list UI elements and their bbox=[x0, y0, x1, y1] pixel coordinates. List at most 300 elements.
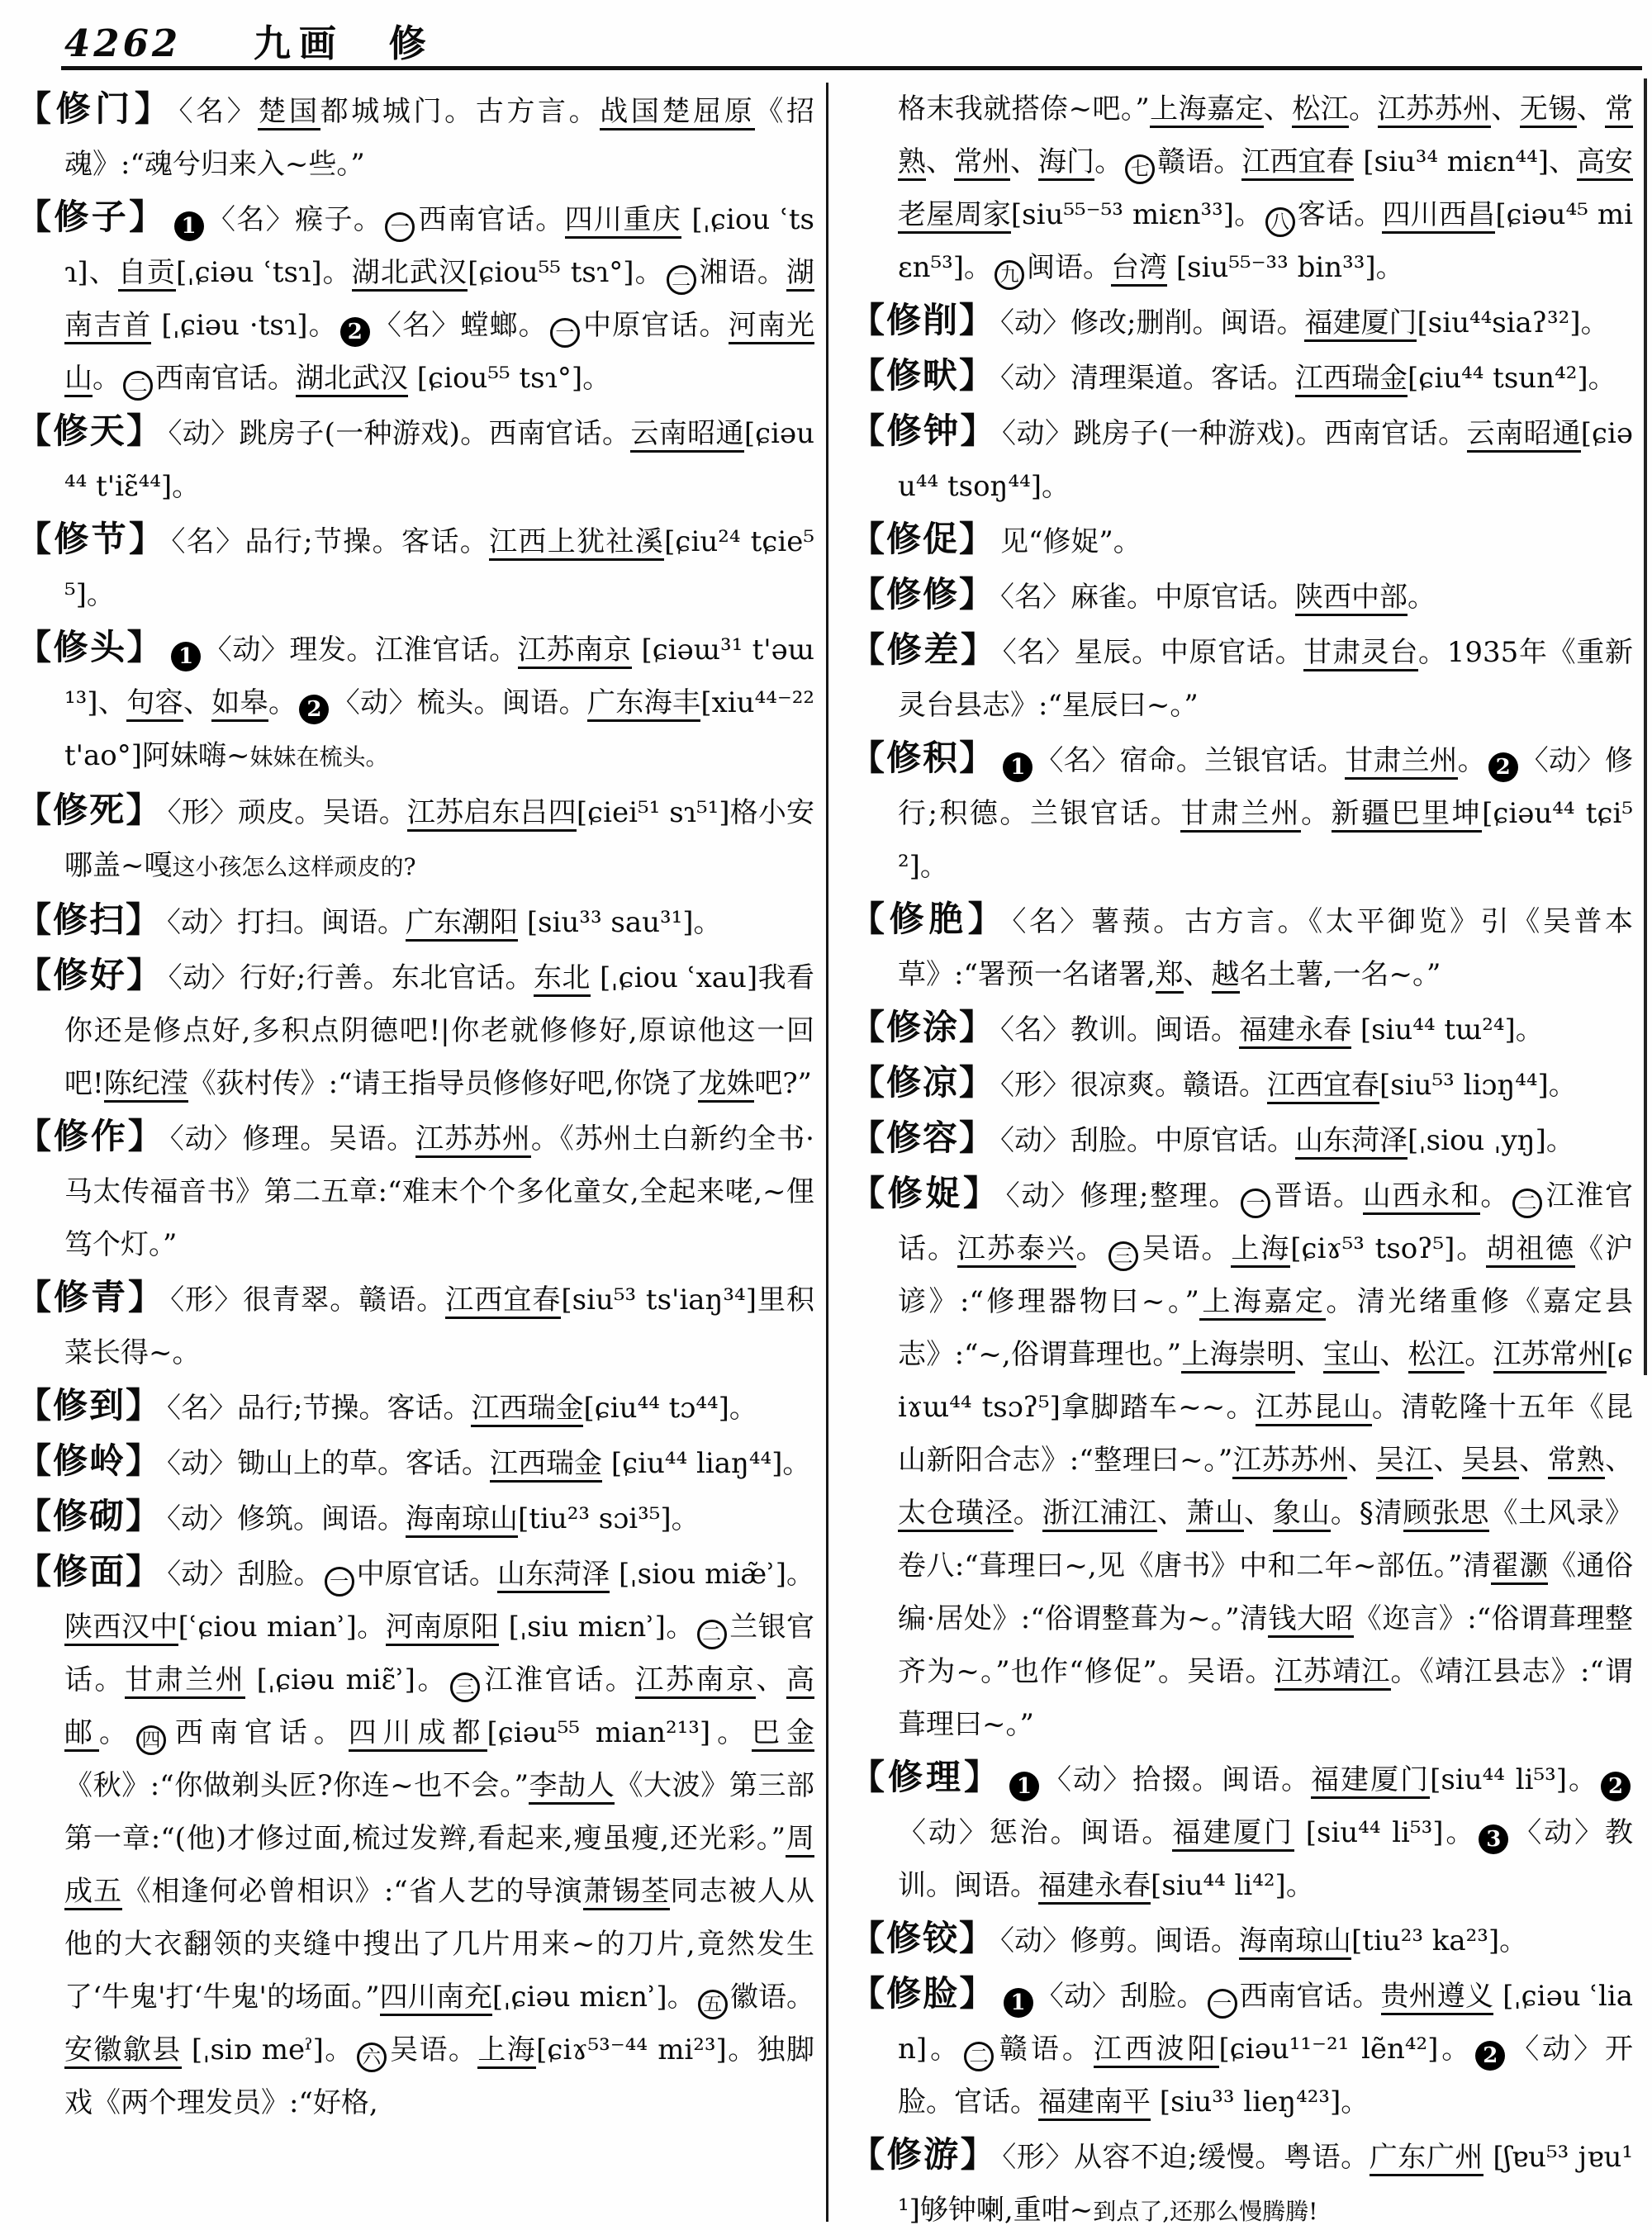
head-character: 修 bbox=[388, 21, 426, 65]
proper-noun: 钱大昭 bbox=[1268, 1602, 1353, 1638]
text-run: 西南官话。 bbox=[417, 203, 565, 236]
entry-修修 bbox=[850, 568, 1633, 624]
text-run: [ˌsiɒ meˀ]。 bbox=[181, 2033, 354, 2066]
proper-noun: 江苏靖江 bbox=[1275, 1655, 1391, 1691]
proper-noun: 山西永和 bbox=[1363, 1179, 1481, 1215]
proper-noun: 湖南吉首 bbox=[64, 256, 814, 344]
right-column bbox=[850, 83, 1633, 2230]
entry-headword: 【修死】 bbox=[17, 790, 163, 830]
text-run: 〈名〉薯蓣。古方言。《太平御览》引《吴普本草》:“署预一名诸署, bbox=[898, 905, 1633, 991]
proper-noun: 湖北武汉 bbox=[296, 362, 408, 397]
text-run: [siu⁴⁴ li⁵³]。 bbox=[1294, 1816, 1477, 1849]
text-run: 〈动〉拾掇。闽语。 bbox=[1042, 1763, 1312, 1796]
text-run: 、 bbox=[1347, 1444, 1377, 1477]
sense-number-icon: 2 bbox=[340, 317, 370, 347]
proper-noun: 自贡 bbox=[118, 256, 176, 292]
text-run: 、 bbox=[1244, 1497, 1273, 1530]
header-rule bbox=[61, 66, 1642, 70]
proper-noun: 福建厦门 bbox=[1311, 1763, 1430, 1799]
subsense-number-icon: 一 bbox=[385, 212, 415, 242]
subsense-number-icon: 一 bbox=[325, 1567, 354, 1597]
text-run: [siu⁴⁴ tɯ²⁴]。 bbox=[1351, 1013, 1544, 1046]
subsense-number-icon: 三 bbox=[1108, 1241, 1138, 1271]
text-run: 〈动〉打扫。闽语。 bbox=[167, 906, 406, 939]
entry-修面 bbox=[17, 1545, 814, 2129]
entry-修钟 bbox=[850, 405, 1633, 513]
proper-noun: 甘肃兰州 bbox=[1180, 797, 1301, 833]
proper-noun: 江西瑞金 bbox=[471, 1392, 583, 1427]
text-run: [siu³³ sau³¹]。 bbox=[518, 906, 722, 939]
text-run: [siu⁵³ liɔŋ⁴⁴]。 bbox=[1379, 1069, 1577, 1102]
text-run: [siu³⁴ miɛn⁴⁴]、 bbox=[1354, 145, 1578, 178]
entry-修容 bbox=[850, 1112, 1633, 1167]
proper-noun: 吴县 bbox=[1462, 1444, 1519, 1479]
proper-noun: 甘肃兰州 bbox=[1345, 744, 1457, 780]
sense-number-icon: 1 bbox=[1009, 1772, 1039, 1801]
text-run: 。 bbox=[1464, 1338, 1493, 1371]
text-run: 〈动〉修理。吴语。 bbox=[169, 1122, 416, 1155]
proper-noun: 海门 bbox=[1038, 145, 1094, 181]
text-run: [ˌɕiəu ʿtsɿ]。 bbox=[175, 256, 352, 289]
text-run: 湘语。 bbox=[698, 256, 787, 289]
proper-noun: 江西瑞金 bbox=[1295, 362, 1408, 397]
entry-修脸 bbox=[850, 1967, 1633, 2128]
subsense-number-icon: 五 bbox=[698, 1990, 728, 2019]
text-run: [ɕiu⁴⁴ liaŋ⁴⁴]。 bbox=[602, 1447, 811, 1480]
text-run: [ˌsiou miæ̃ʾ]。 bbox=[610, 1558, 814, 1591]
proper-noun: 浙江浦江 bbox=[1042, 1497, 1158, 1532]
proper-noun: 云南昭通 bbox=[630, 417, 743, 453]
text-run: 。 bbox=[1457, 744, 1486, 777]
entry-headword: 【修岭】 bbox=[17, 1440, 163, 1481]
gloss-text: 到点了,还那么慢腾腾! bbox=[1093, 2198, 1318, 2225]
entry-修理 bbox=[850, 1751, 1633, 1912]
text-run: 〈动〉惩治。闽语。 bbox=[898, 1816, 1173, 1849]
text-run: 西南官话。 bbox=[168, 1716, 349, 1749]
proper-noun: 江苏常州 bbox=[1493, 1338, 1607, 1374]
text-run: 〈动〉修剪。闽语。 bbox=[1000, 1924, 1240, 1957]
subsense-number-icon: 八 bbox=[1265, 207, 1295, 237]
entry-headword: 【修脸】 bbox=[850, 1973, 996, 2014]
entry-headword: 【修积】 bbox=[850, 738, 996, 778]
text-run: 〈形〉从容不迫;缓慢。粤语。 bbox=[1002, 2141, 1370, 2174]
entry-headword: 【修头】 bbox=[17, 627, 164, 667]
proper-noun: 广东潮阳 bbox=[406, 906, 518, 942]
proper-noun: 福建厦门 bbox=[1304, 306, 1417, 342]
proper-noun: 东北 bbox=[534, 961, 591, 997]
text-run: 、 bbox=[1157, 1497, 1187, 1530]
text-run: 〈名〉品行;节操。客话。 bbox=[171, 525, 490, 558]
entry-修死 bbox=[17, 784, 814, 894]
dictionary-body bbox=[0, 83, 1652, 2230]
text-run: [ɕiəu¹¹⁻²¹ lẽn⁴²]。 bbox=[1218, 2033, 1474, 2066]
text-run: 、 bbox=[756, 1663, 787, 1696]
text-run: 西南官话。 bbox=[155, 362, 296, 395]
text-run: 〈名〉 bbox=[178, 95, 259, 128]
text-run: 〈名〉宿命。兰银官话。 bbox=[1035, 744, 1346, 777]
text-run: 〈动〉刮脸。 bbox=[1035, 1980, 1205, 2013]
proper-noun: 松江 bbox=[1408, 1338, 1465, 1374]
proper-noun: 常州 bbox=[954, 145, 1010, 181]
stroke-section-label: 九画 bbox=[253, 21, 344, 65]
text-run: [tiu²³ sɔi³⁵]。 bbox=[518, 1502, 700, 1535]
text-run: 〈动〉修筑。闽语。 bbox=[167, 1502, 406, 1535]
text-run: [siu⁵⁵⁻³³ bin³³]。 bbox=[1167, 251, 1404, 284]
entry-continuation bbox=[850, 83, 1633, 294]
text-run: 江淮官话。 bbox=[482, 1663, 636, 1696]
text-run: 、 bbox=[1294, 1338, 1323, 1371]
proper-noun: 顾张思 bbox=[1403, 1497, 1490, 1532]
text-run: 吧?” bbox=[754, 1067, 812, 1100]
text-run: [ɕiu⁴⁴ tɔ⁴⁴]。 bbox=[583, 1392, 757, 1425]
proper-noun: 福建厦门 bbox=[1172, 1816, 1294, 1852]
proper-noun: 句容 bbox=[126, 686, 183, 722]
text-run: [ˌɕiəu ʿlian]。 bbox=[898, 1980, 1633, 2066]
text-run: 吴语。 bbox=[388, 2033, 478, 2066]
text-run: [tiu²³ ka²³]。 bbox=[1351, 1924, 1528, 1957]
text-run: [siu⁴⁴ li⁴²]。 bbox=[1151, 1869, 1314, 1902]
proper-noun: 李劼人 bbox=[529, 1769, 615, 1805]
entry-headword: 【修差】 bbox=[850, 629, 998, 670]
sense-number-icon: 1 bbox=[174, 211, 204, 241]
entry-headword: 【修子】 bbox=[17, 197, 167, 237]
text-run: [ˌɕiou ʿtsɿ]、 bbox=[64, 203, 814, 289]
proper-noun: 楚国 bbox=[258, 95, 320, 130]
page-header bbox=[64, 13, 426, 67]
entry-headword: 【修面】 bbox=[17, 1551, 163, 1592]
proper-noun: 江苏南京 bbox=[635, 1663, 756, 1699]
entry-headword: 【修铰】 bbox=[850, 1918, 996, 1958]
proper-noun: 郑 bbox=[1156, 958, 1184, 994]
entry-修节 bbox=[17, 513, 814, 621]
proper-noun: 上海 bbox=[1231, 1232, 1290, 1268]
text-run: 《土风录》卷八:“葺理曰~,见《唐书》中和二年~部伍。”清 bbox=[898, 1497, 1633, 1582]
proper-noun: 上海嘉定 bbox=[1199, 1285, 1327, 1321]
proper-noun: 越 bbox=[1212, 958, 1240, 994]
text-run: [ˌɕiəu ·tsɿ]。 bbox=[151, 309, 338, 342]
proper-noun: 山东菏泽 bbox=[497, 1558, 610, 1593]
text-run: [ɕiou⁵⁵ tsɿ°]。 bbox=[468, 256, 664, 289]
text-run: 《荻村传》:“请王指导员修修好吧,你饶了 bbox=[188, 1067, 699, 1100]
entry-修岭 bbox=[17, 1435, 814, 1490]
proper-noun: 江西宜春 bbox=[445, 1283, 561, 1319]
text-run: 。 bbox=[1349, 93, 1378, 126]
text-run: 、 bbox=[183, 686, 212, 719]
text-run: 徽语。 bbox=[729, 1981, 814, 2014]
proper-noun: 战国楚屈原 bbox=[600, 95, 755, 130]
text-run: 《秋》:“你做剃头匠?你连~也不会。” bbox=[64, 1769, 529, 1802]
text-run: [ɕiəu⁴⁵ miɛn⁵³]。 bbox=[898, 198, 1633, 284]
proper-noun: 云南昭通 bbox=[1467, 417, 1581, 453]
proper-noun: 松江 bbox=[1292, 93, 1349, 128]
text-run: [ɕiou⁵⁵ tsɿ°]。 bbox=[408, 362, 611, 395]
text-run: 〈名〉瘊子。 bbox=[206, 203, 383, 236]
entry-headword: 【修容】 bbox=[850, 1117, 996, 1158]
text-run: 〈动〉跳房子(一种游戏)。西南官话。 bbox=[168, 417, 631, 450]
entry-修削 bbox=[850, 294, 1633, 349]
proper-noun: 陕西汉中 bbox=[64, 1611, 178, 1646]
text-run: 、 bbox=[1010, 145, 1039, 178]
proper-noun: 江苏苏州 bbox=[1232, 1444, 1347, 1479]
text-run: 。 bbox=[1075, 1232, 1106, 1265]
text-run: 。清乾隆十五年《昆山新阳合志》:“整理曰~。” bbox=[898, 1391, 1633, 1477]
entry-headword: 【修游】 bbox=[850, 2134, 998, 2175]
text-run: [ɕiu⁴⁴ tsun⁴²]。 bbox=[1408, 362, 1616, 395]
entry-headword: 【修到】 bbox=[17, 1385, 163, 1426]
proper-noun: 甘肃兰州 bbox=[125, 1663, 245, 1699]
text-run: 〈名〉螳螂。 bbox=[372, 309, 548, 342]
entry-修好 bbox=[17, 949, 814, 1110]
entry-修门 bbox=[17, 83, 814, 191]
entry-headword: 【修好】 bbox=[17, 955, 164, 995]
entry-修到 bbox=[17, 1379, 814, 1435]
entry-修作 bbox=[17, 1110, 814, 1271]
sense-number-icon: 2 bbox=[299, 695, 329, 724]
text-run: 、 bbox=[1519, 1444, 1548, 1477]
text-run: 〈名〉星辰。中原官话。 bbox=[1002, 636, 1304, 669]
proper-noun: 江苏苏州 bbox=[1378, 93, 1492, 128]
left-column bbox=[17, 83, 814, 2230]
text-run: 晋语。 bbox=[1273, 1179, 1363, 1212]
text-run: 〈动〉修理;整理。 bbox=[1005, 1179, 1239, 1212]
text-run: 。清光绪重修《嘉定县志》:“~,俗谓葺理也。” bbox=[898, 1285, 1633, 1371]
text-run: 。《苏州土白新约全书·马太传福音书》第二五章:“难末个个多化童女,全起来咾,~俚笃个灯。” bbox=[64, 1122, 814, 1261]
proper-noun: 巴金 bbox=[752, 1716, 814, 1752]
entry-修扫 bbox=[17, 894, 814, 949]
proper-noun: 广东海丰 bbox=[587, 686, 700, 722]
proper-noun: 陕西中部 bbox=[1295, 581, 1408, 616]
text-run: 、 bbox=[1379, 1338, 1408, 1371]
entry-headword: 【修脃】 bbox=[850, 899, 1008, 939]
subsense-number-icon: 一 bbox=[1208, 1989, 1237, 2019]
subsense-number-icon: 一 bbox=[1241, 1189, 1270, 1218]
proper-noun: 常熟 bbox=[898, 93, 1633, 181]
proper-noun: 江西上犹社溪 bbox=[489, 525, 664, 561]
text-run: 〈动〉刮脸。 bbox=[167, 1558, 322, 1591]
entry-headword: 【修涂】 bbox=[850, 1007, 996, 1047]
text-run: 客话。 bbox=[1297, 198, 1383, 231]
text-run: 赣语。 bbox=[996, 2033, 1094, 2066]
text-run: 〈名〉麻雀。中原官话。 bbox=[1000, 581, 1296, 614]
proper-noun: 海南琼山 bbox=[406, 1502, 518, 1538]
subsense-number-icon: 二 bbox=[1512, 1189, 1542, 1218]
entry-headword: 【修修】 bbox=[850, 574, 996, 614]
text-run: 。 bbox=[98, 1716, 134, 1749]
proper-noun: 江苏昆山 bbox=[1256, 1391, 1372, 1426]
proper-noun: 江西宜春 bbox=[1267, 1069, 1379, 1104]
proper-noun: 江苏南京 bbox=[518, 633, 632, 669]
entry-修促 bbox=[850, 513, 1633, 568]
text-run: 《相逢何必曾相识》:“省人艺的导演 bbox=[122, 1875, 583, 1908]
proper-noun: 江西瑞金 bbox=[490, 1447, 602, 1483]
text-run: 、 bbox=[1433, 1444, 1462, 1477]
text-run: 。 bbox=[1301, 797, 1332, 830]
entry-修砌 bbox=[17, 1490, 814, 1545]
text-run: 。1935年《重新灵台县志》:“星辰曰~。” bbox=[898, 636, 1633, 722]
text-run: 〈动〉修改;删削。闽语。 bbox=[1000, 306, 1305, 339]
proper-noun: 台湾 bbox=[1111, 251, 1167, 287]
text-run: 〈动〉修行;积德。兰银官话。 bbox=[898, 744, 1633, 830]
text-run: 。 bbox=[1480, 1179, 1511, 1212]
text-run: 《通俗编·居处》:“俗谓整葺为~。”清 bbox=[898, 1549, 1633, 1635]
proper-noun: 常熟 bbox=[1548, 1444, 1605, 1479]
text-run: 〈动〉锄山上的草。客话。 bbox=[167, 1447, 491, 1480]
proper-noun: 江西宜春 bbox=[1241, 145, 1354, 181]
text-run: 〈动〉开脸。官话。 bbox=[898, 2033, 1633, 2118]
text-run: 。 bbox=[268, 686, 297, 719]
entry-修畎 bbox=[850, 349, 1633, 405]
text-run: [ɕiəu⁴⁴ tsoŋ⁴⁴]。 bbox=[898, 417, 1633, 503]
proper-noun: 如皋 bbox=[211, 686, 268, 722]
text-run: [ˌɕiəu miɛnʾ]。 bbox=[491, 1981, 695, 2014]
text-run: [ɕiəu⁴⁴ tɕi⁵²]。 bbox=[898, 797, 1633, 883]
sense-number-icon: 2 bbox=[1601, 1772, 1631, 1801]
entry-修凉 bbox=[850, 1056, 1633, 1112]
text-run: 《招魂》:“魂兮归来入~些。” bbox=[64, 95, 814, 181]
proper-noun: 甘肃灵台 bbox=[1303, 636, 1418, 671]
text-run: [ˌɕiou ʿxau]我看你还是修点好,多积点阴德吧!|你老就修修好,原谅他这一回吧! bbox=[64, 961, 814, 1100]
text-run: 《沪谚》:“修理器物曰~。” bbox=[898, 1232, 1633, 1318]
entry-headword: 【修促】 bbox=[850, 519, 996, 559]
proper-noun: 高邮 bbox=[64, 1663, 814, 1752]
proper-noun: 湖北武汉 bbox=[352, 256, 468, 292]
text-run: [siu⁴⁴siaʔ³²]。 bbox=[1417, 306, 1609, 339]
text-run: 都城城门。古方言。 bbox=[320, 95, 601, 128]
text-run: 〈动〉理发。江淮官话。 bbox=[203, 633, 518, 667]
proper-noun: 萧山 bbox=[1186, 1497, 1244, 1532]
entry-headword: 【修扫】 bbox=[17, 899, 163, 940]
text-run: 〈形〉很凉爽。赣语。 bbox=[1000, 1069, 1268, 1102]
proper-noun: 龙姝 bbox=[698, 1067, 754, 1103]
text-run: 。 bbox=[1013, 1497, 1042, 1530]
entry-headword: 【修理】 bbox=[850, 1757, 1003, 1797]
text-run: 、 bbox=[1183, 958, 1212, 991]
gloss-text: 这小孩怎么这样顽皮的? bbox=[172, 853, 416, 880]
text-run: 中原官话。 bbox=[356, 1558, 497, 1591]
subsense-number-icon: 七 bbox=[1125, 154, 1155, 184]
text-run: 〈动〉梳头。闽语。 bbox=[331, 686, 587, 719]
proper-noun: 萧锡荃 bbox=[583, 1875, 671, 1910]
text-run: 〈形〉很青翠。赣语。 bbox=[170, 1283, 446, 1317]
proper-noun: 高安老屋周家 bbox=[898, 145, 1633, 234]
proper-noun: 翟灏 bbox=[1491, 1549, 1548, 1585]
subsense-number-icon: 三 bbox=[450, 1672, 480, 1702]
text-run: 见“修娖”。 bbox=[1000, 525, 1142, 558]
entry-修青 bbox=[17, 1271, 814, 1379]
subsense-number-icon: 一 bbox=[550, 318, 580, 348]
text-run: 、 bbox=[1605, 1444, 1633, 1477]
entry-headword: 【修削】 bbox=[850, 300, 996, 340]
text-run: 江淮官话。 bbox=[898, 1179, 1633, 1265]
text-run: [ɕiəɯ³¹ t'əɯ¹³]、 bbox=[64, 633, 814, 719]
text-run: [ɕiɤ⁵³⁻⁴⁴ mi²³]。独脚戏《两个理发员》:“好格, bbox=[64, 2033, 814, 2119]
text-run: 吴语。 bbox=[1140, 1232, 1232, 1265]
entry-headword: 【修娖】 bbox=[850, 1173, 1001, 1213]
proper-noun: 胡祖德 bbox=[1486, 1232, 1575, 1268]
proper-noun: 江苏启东吕四 bbox=[407, 796, 577, 832]
subsense-number-icon: 九 bbox=[995, 260, 1024, 290]
text-run: [ɕiɤɯ⁴⁴ tsɔʔ⁵]拿脚踏车~~。 bbox=[898, 1338, 1633, 1424]
proper-noun: 无锡 bbox=[1520, 93, 1577, 128]
entry-headword: 【修砌】 bbox=[17, 1496, 163, 1536]
entry-修娖 bbox=[850, 1167, 1633, 1751]
entry-修涂 bbox=[850, 1001, 1633, 1056]
gloss-text: 妹妹在梳头。 bbox=[249, 743, 389, 771]
subsense-number-icon: 二 bbox=[667, 265, 696, 295]
entry-修游 bbox=[850, 2128, 1633, 2230]
page-number: 4262 bbox=[64, 21, 182, 65]
proper-noun: 江西波阳 bbox=[1094, 2033, 1219, 2068]
proper-noun: 宝山 bbox=[1323, 1338, 1380, 1374]
text-run: 〈动〉教训。闽语。 bbox=[898, 1816, 1633, 1902]
proper-noun: 上海 bbox=[477, 2033, 536, 2069]
proper-noun: 河南光山 bbox=[64, 309, 814, 397]
text-run: [ˌsiou ˌyŋ]。 bbox=[1408, 1124, 1574, 1157]
text-run: [ɕiei⁵¹ sɿ⁵¹]格小安哪盖~嘎 bbox=[64, 796, 814, 882]
proper-noun: 吴江 bbox=[1376, 1444, 1433, 1479]
text-run: [ˌɕiəu miɛ̃ʾ]。 bbox=[245, 1663, 449, 1696]
text-run: 兰银官话。 bbox=[64, 1611, 814, 1696]
text-run: [siu⁵³ ts'iaŋ³⁴]里积菜长得~。 bbox=[64, 1283, 814, 1369]
entry-修天 bbox=[17, 405, 814, 513]
entry-修铰 bbox=[850, 1912, 1633, 1967]
proper-noun: 象山 bbox=[1273, 1497, 1331, 1532]
text-run: [ˌsiu miɛnʾ]。 bbox=[499, 1611, 695, 1644]
text-run: 《大波》第三部第一章:“(他)才修过面,梳过发辫,看起来,瘦虽瘦,还光彩。” bbox=[64, 1769, 814, 1855]
text-run: 闽语。 bbox=[1027, 251, 1112, 284]
proper-noun: 四川重庆 bbox=[565, 203, 682, 239]
text-run: [siu⁴⁴ li⁵³]。 bbox=[1430, 1763, 1598, 1796]
entry-headword: 【修凉】 bbox=[850, 1062, 996, 1103]
subsense-number-icon: 二 bbox=[964, 2042, 994, 2071]
proper-noun: 上海崇明 bbox=[1181, 1338, 1294, 1374]
text-run: 、 bbox=[1263, 93, 1293, 126]
sense-number-icon: 1 bbox=[1004, 1988, 1033, 2018]
text-run: [ʃɐu⁵³ jɐu¹¹]够钟喇,重咁~ bbox=[898, 2141, 1633, 2227]
text-run: 〈名〉教训。闽语。 bbox=[1000, 1013, 1240, 1046]
proper-noun: 四川成都 bbox=[349, 1716, 487, 1752]
proper-noun: 福建南平 bbox=[1038, 2085, 1151, 2121]
text-run: 。 bbox=[1408, 581, 1436, 614]
entry-headword: 【修节】 bbox=[17, 519, 167, 559]
text-run: 名土薯,一名~。” bbox=[1239, 958, 1441, 991]
text-run: 《迩言》:“俗谓葺理整齐为~。”也作“修促”。吴语。 bbox=[898, 1602, 1633, 1688]
text-run: 赣语。 bbox=[1157, 145, 1242, 178]
entry-headword: 【修天】 bbox=[17, 410, 164, 451]
entry-headword: 【修青】 bbox=[17, 1277, 166, 1317]
proper-noun: 贵州遵义 bbox=[1381, 1980, 1494, 2015]
sense-number-icon: 2 bbox=[1488, 752, 1518, 782]
proper-noun: 四川西昌 bbox=[1382, 198, 1495, 234]
text-run: 〈动〉清理渠道。客话。 bbox=[1000, 362, 1296, 395]
subsense-number-icon: 二 bbox=[697, 1620, 727, 1649]
proper-noun: 江苏泰兴 bbox=[957, 1232, 1076, 1268]
text-run: 〈形〉顽皮。吴语。 bbox=[167, 796, 407, 829]
subsense-number-icon: 四 bbox=[136, 1725, 166, 1755]
text-run: [xiu⁴⁴⁻²² t'ao°]阿妹嗨~ bbox=[64, 686, 814, 772]
proper-noun: 广东广州 bbox=[1370, 2141, 1483, 2176]
proper-noun: 福建永春 bbox=[1239, 1013, 1351, 1049]
text-run: 〈动〉跳房子(一种游戏)。西南官话。 bbox=[1002, 417, 1467, 450]
sense-number-icon: 2 bbox=[1475, 2041, 1505, 2071]
proper-noun: 太仓璜泾 bbox=[898, 1497, 1014, 1532]
proper-noun: 上海嘉定 bbox=[1150, 93, 1264, 128]
text-run: 同志被人从他的大衣翻领的夹缝中搜出了几片用来~的刀片,竟然发生了‘牛鬼'打‘牛鬼'的场面。” bbox=[64, 1875, 814, 2014]
text-run: [ɕiəu⁴⁴ t'iɛ̃⁴⁴]。 bbox=[64, 417, 814, 503]
proper-noun: 周成五 bbox=[64, 1822, 814, 1910]
proper-noun: 河南原阳 bbox=[386, 1611, 500, 1646]
entry-headword: 【修畎】 bbox=[850, 355, 996, 396]
